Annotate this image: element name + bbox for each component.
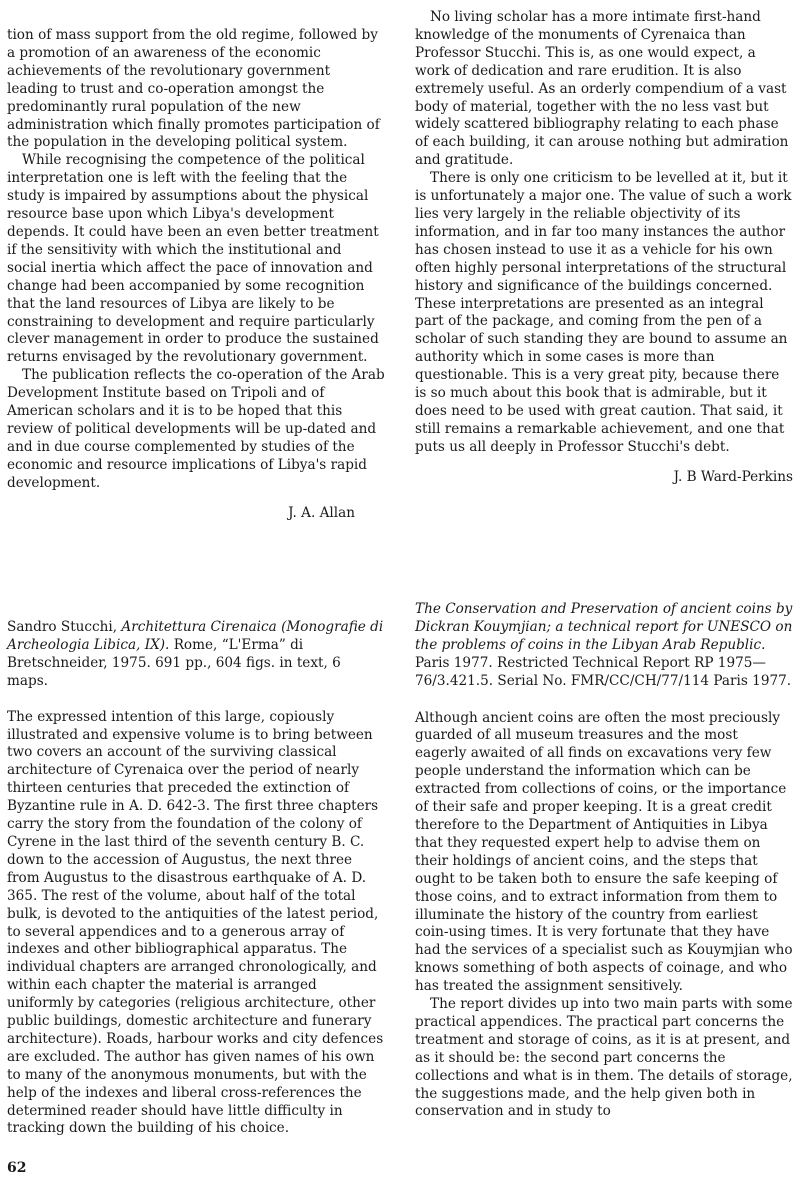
paragraph: While recognising the competence of the political interpretation one is left with the feeling that the study is impaired by assumptions about the physical resource base upon which Libya's development depends. It could have been an even better treatment if the sensitivity with which the institutional and social inertia which affect the pace of innovation and change had been accompanied by some recognition that the land resources of Libya are likely to be constraining to development and require particularly clever management in order to produce the sustained returns envisaged by the revolutionary government. — [7, 152, 379, 366]
review-heading — [415, 601, 793, 691]
book-details: Paris 1977. Restricted Technical Report RP 1975—76/3.421.5. Serial No. FMR/CC/CH/77/114 Paris 1977. — [415, 654, 792, 689]
left-review — [7, 619, 385, 1138]
paragraph: Although ancient coins are often the most preciously guarded of all museum treasures and the most eagerly awaited of all finds on excavations very few people understand the information which can be extracted from collections of coins, or the importance of their safe and proper keeping. It is a great credit therefore to the Department of Antiquities in Libya that they requested expert help to advise them on their holdings of ancient coins, and the steps that ought to be taken both to ensure the safe keeping of those coins, and to extract information from them to illuminate the history of the country from earliest coin-using times. It is very fortunate that they have had the services of a specialist such as Kouymjian who knows something of both aspects of coinage, and who has treated the assignment sensitively. — [415, 709, 793, 995]
right-review — [415, 601, 793, 1121]
right-top-column — [415, 9, 793, 487]
paragraph: There is only one criticism to be levelled at it, but it is unfortunately a major one. The value of such a work lies very largely in the reliable objectivity of its information, and in far too many instances the author has chosen instead to use it as a vehicle for his own often highly personal interpretations of the structural history and significance of the buildings concerned. These interpretations are presented as an integral part of the package, and coming from the pen of a scholar of such standing they are bound to assume an authority which in some cases is more than questionable. This is a very great pity, because there is so much about this book that is admirable, but it does need to be used with great caution. That said, it still remains a remarkable achievement, and one that puts us all deeply in Professor Stucchi's debt. — [415, 170, 792, 455]
book-title: Architettura Cirenaica (Monografie di Archeologia Libica, IX). — [7, 619, 384, 653]
book-details: Rome, “L'Erma” di Bretschneider, 1975. 691 pp., 604 figs. in text, 6 maps. — [7, 636, 341, 689]
paragraph: No living scholar has a more intimate first-hand knowledge of the monuments of Cyrenaica than Professor Stucchi. This is, as one would expect, a work of dedication and rare erudition. It is also extremely useful. As an orderly compendium of a vast body of material, together with the no less vast but widely scattered bibliography relating to each phase of each building, it can arouse nothing but admiration and gratitude. — [415, 9, 789, 169]
paragraph: The publication reflects the co-operation of the Arab Development Institute based on Tripoli and of American scholars and it is to be hoped that this review of political developments will be up-dated and and in due course complemented by studies of the economic and resource implications of Libya's rapid development. — [7, 367, 385, 491]
paragraph: The expressed intention of this large, copiously illustrated and expensive volume is to bring between two covers an account of the surviving classical architecture of Cyrenaica over the period of nearly thirteen centuries that preceded the extinction of Byzantine rule in A. D. 642-3. The first three chapters carry the story from the foundation of the colony of Cyrene in the last third of the seventh century B. C. down to the accession of Augustus, the next three from Augustus to the disastrous earthquake of A. D. 365. The rest of the volume, about half of the total bulk, is devoted to the antiquities of the latest period, to several appendices and to a generous array of indexes and other bibliographical apparatus. The individual chapters are arranged chronologically, and within each chapter the material is arranged uniformly by categories (religious architecture, other public buildings, domestic architecture and funerary architecture). Roads, harbour works and city defences are excluded. The author has given names of his own to many of the anonymous monuments, but with the help of the indexes and liberal cross-references the determined reader should have little difficulty in tracking down the building of his choice. — [7, 708, 384, 1137]
page-number: 62 — [7, 1160, 27, 1176]
reviewer-signature: J. B Ward-Perkins — [673, 468, 793, 485]
book-title: The Conservation and Preservation of ancient coins by Dickran Kouymjian; a technical report for UNESCO on the problems of coins in the Libyan Arab Republic. — [415, 601, 793, 653]
review-heading — [7, 619, 385, 691]
paragraph: The report divides up into two main parts with some practical appendices. The practical part concerns the treatment and storage of coins, as it is at present, and as it should be: the second part concerns the collections and what is in them. The details of storage, the suggestions made, and the help given both in conservation and in study to — [415, 996, 793, 1120]
left-top-column — [7, 27, 385, 522]
book-author: Sandro Stucchi, — [7, 619, 122, 635]
reviewer-signature: J. A. Allan — [288, 504, 355, 521]
paragraph: tion of mass support from the old regime, followed by a promotion of an awareness of the economic achievements of the revolutionary government leading to trust and co-operation amongst the predominantly rural population of the new administration which finally promotes participation of the population in the developing political system. — [7, 27, 380, 151]
